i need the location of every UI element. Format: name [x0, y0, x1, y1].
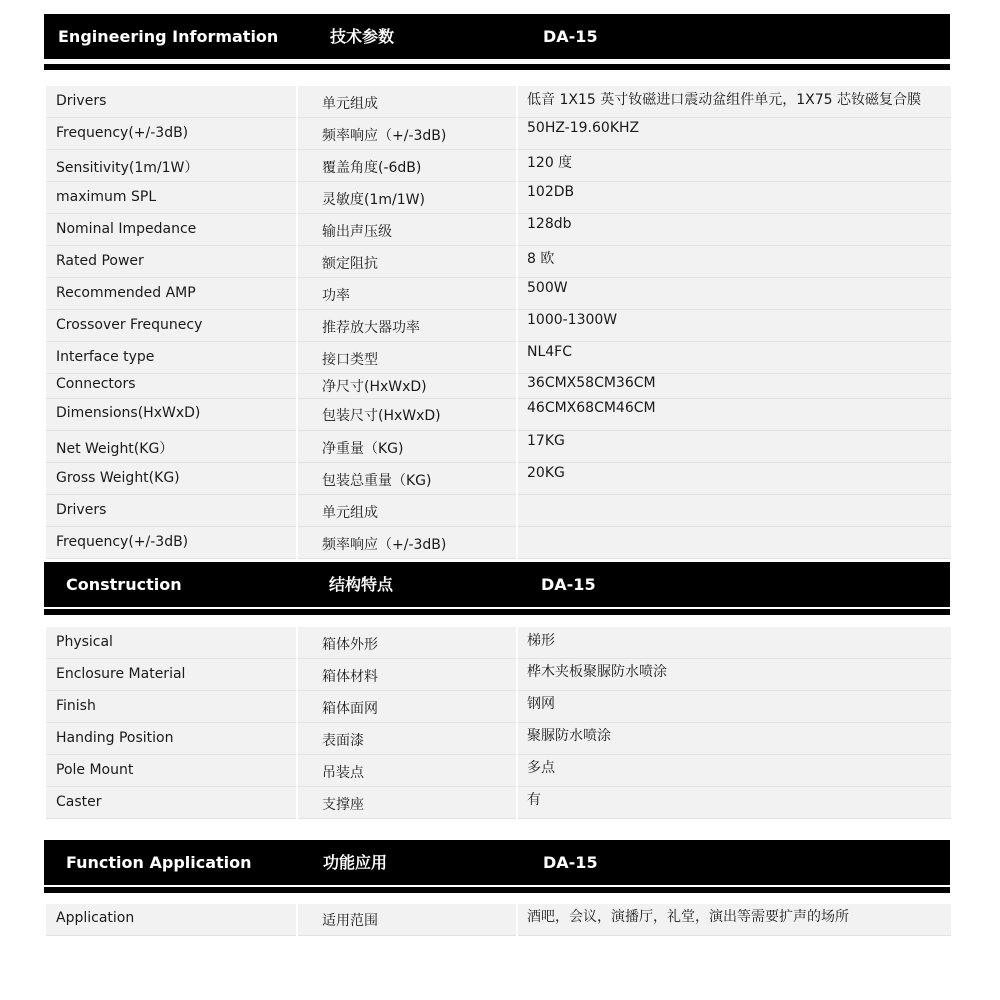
engineering-label-en: Recommended AMP	[56, 285, 196, 301]
construction-row	[46, 691, 951, 723]
construction-value: 有	[527, 792, 541, 808]
engineering-row	[46, 431, 951, 463]
construction-label-cn: 箱体外形	[322, 637, 378, 653]
engineering-label-cn: 功率	[322, 288, 350, 304]
engineering-row	[46, 495, 951, 527]
function-title-en: Function Application	[66, 853, 252, 872]
function-column-separator	[516, 904, 518, 936]
engineering-label-cn: 单元组成	[322, 96, 378, 112]
engineering-title-cn: 技术参数	[330, 27, 395, 46]
construction-row	[46, 659, 951, 691]
engineering-row	[46, 463, 951, 495]
construction-row	[46, 787, 951, 819]
engineering-label-en: Nominal Impedance	[56, 221, 197, 237]
engineering-row	[46, 246, 951, 278]
construction-label-cn: 箱体面网	[322, 701, 378, 717]
engineering-column-separator	[516, 86, 518, 559]
engineering-value: 20KG	[527, 465, 565, 481]
engineering-label-en: Interface type	[56, 349, 155, 365]
engineering-header	[44, 14, 950, 59]
engineering-label-cn: 输出声压级	[322, 224, 392, 240]
function-table	[46, 904, 951, 936]
construction-column-separator	[516, 627, 518, 819]
construction-row	[46, 755, 951, 787]
construction-label-cn: 吊装点	[322, 765, 364, 781]
engineering-column-separator	[296, 86, 298, 559]
engineering-value: 1000-1300W	[527, 312, 618, 328]
engineering-value: 102DB	[527, 184, 575, 200]
engineering-row	[46, 399, 951, 431]
engineering-table	[46, 86, 951, 559]
engineering-label-en: Frequency(+/-3dB)	[56, 534, 189, 550]
function-label-en: Application	[56, 910, 135, 926]
construction-table	[46, 627, 951, 819]
construction-title-cn: 结构特点	[329, 575, 394, 594]
engineering-label-en: Drivers	[56, 502, 107, 518]
engineering-value: 128db	[527, 216, 572, 232]
construction-divider	[44, 609, 950, 615]
construction-label-en: Pole Mount	[56, 762, 134, 778]
engineering-label-cn: 单元组成	[322, 505, 378, 521]
engineering-row	[46, 182, 951, 214]
construction-value: 聚脲防水喷涂	[527, 728, 611, 744]
construction-value: 梯形	[527, 633, 555, 649]
construction-header	[44, 562, 950, 607]
construction-label-en: Handing Position	[56, 730, 174, 746]
engineering-row	[46, 374, 951, 399]
engineering-value: 46CMX68CM46CM	[527, 400, 656, 416]
construction-value: 桦木夹板聚脲防水喷涂	[527, 664, 667, 680]
function-divider	[44, 887, 950, 893]
engineering-value: 50HZ-19.60KHZ	[527, 120, 640, 136]
engineering-label-cn: 覆盖角度(-6dB)	[322, 160, 422, 176]
engineering-model: DA-15	[543, 27, 598, 46]
engineering-label-cn: 包装总重量（KG)	[322, 473, 432, 489]
engineering-label-en: Net Weight(KG）	[56, 441, 174, 457]
construction-row	[46, 723, 951, 755]
engineering-row	[46, 342, 951, 374]
construction-label-cn: 箱体材料	[322, 669, 378, 685]
engineering-row	[46, 214, 951, 246]
construction-model: DA-15	[541, 575, 596, 594]
engineering-row	[46, 86, 951, 118]
engineering-label-cn: 净重量（KG)	[322, 441, 404, 457]
engineering-label-en: Drivers	[56, 93, 107, 109]
engineering-value: 36CMX58CM36CM	[527, 375, 656, 391]
engineering-label-cn: 接口类型	[322, 352, 378, 368]
construction-label-cn: 支撑座	[322, 797, 364, 813]
function-row	[46, 904, 951, 936]
engineering-label-cn: 频率响应（+/-3dB)	[322, 537, 447, 553]
engineering-label-en: Frequency(+/-3dB)	[56, 125, 189, 141]
engineering-row	[46, 278, 951, 310]
engineering-label-cn: 推荐放大器功率	[322, 320, 420, 336]
function-column-separator	[296, 904, 298, 936]
engineering-title-en: Engineering Information	[58, 27, 279, 46]
engineering-label-en: Crossover Frequnecy	[56, 317, 203, 333]
engineering-value: 17KG	[527, 433, 565, 449]
engineering-row	[46, 118, 951, 150]
function-label-cn: 适用范围	[322, 913, 378, 929]
engineering-value: 8 欧	[527, 251, 555, 267]
construction-title-en: Construction	[66, 575, 182, 594]
engineering-label-cn: 净尺寸(HxWxD)	[322, 379, 427, 395]
construction-label-en: Physical	[56, 634, 113, 650]
function-title-cn: 功能应用	[323, 853, 388, 872]
function-model: DA-15	[543, 853, 598, 872]
engineering-divider	[44, 64, 950, 70]
engineering-label-en: Connectors	[56, 376, 136, 392]
construction-value: 钢网	[527, 696, 555, 712]
engineering-label-en: maximum SPL	[56, 189, 157, 205]
engineering-label-cn: 频率响应（+/-3dB)	[322, 128, 447, 144]
engineering-value: 低音 1X15 英寸钕磁进口震动盆组件单元，1X75 芯钕磁复合膜	[527, 92, 921, 108]
engineering-label-en: Dimensions(HxWxD)	[56, 405, 201, 421]
construction-value: 多点	[527, 760, 555, 776]
engineering-row	[46, 150, 951, 182]
engineering-label-en: Sensitivity(1m/1W）	[56, 160, 199, 176]
construction-row	[46, 627, 951, 659]
function-header	[44, 840, 950, 885]
engineering-value: 500W	[527, 280, 568, 296]
construction-label-en: Finish	[56, 698, 96, 714]
function-value: 酒吧，会议，演播厅，礼堂，演出等需要扩声的场所	[527, 909, 849, 925]
construction-label-cn: 表面漆	[322, 733, 364, 749]
engineering-label-en: Gross Weight(KG)	[56, 470, 180, 486]
engineering-row	[46, 310, 951, 342]
engineering-value: NL4FC	[527, 344, 573, 360]
engineering-label-en: Rated Power	[56, 253, 144, 269]
construction-label-en: Caster	[56, 794, 102, 810]
construction-column-separator	[296, 627, 298, 819]
engineering-row	[46, 527, 951, 559]
engineering-label-cn: 包装尺寸(HxWxD)	[322, 408, 441, 424]
engineering-label-cn: 灵敏度(1m/1W)	[322, 192, 425, 208]
engineering-label-cn: 额定阻抗	[322, 256, 378, 272]
engineering-value: 120 度	[527, 155, 573, 171]
construction-label-en: Enclosure Material	[56, 666, 186, 682]
